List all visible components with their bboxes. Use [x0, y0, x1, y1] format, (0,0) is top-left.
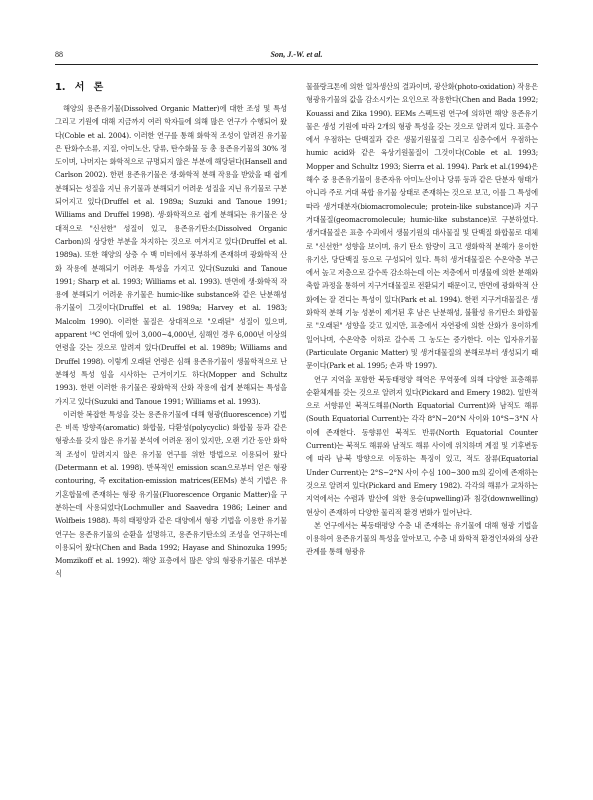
header-rule — [55, 64, 538, 65]
running-head: Son, J.-W. et al. — [270, 50, 323, 59]
right-column — [306, 80, 538, 780]
intro-paragraph-3: 연구 지역을 포함한 북동태평양 해역은 무역풍에 의해 다양한 표층해류 순환체계를 갖는 것으로 알려져 있다(Pickard and Emery 1982). 일반적으로 서향류인 북적도해류(North Equatorial Current)와 남적도 해류(South Equatorial Current)는 각각 8°N~20°N 사이와 10°S~3°N 사이에 존재한다. 동향류인 북적도 반류(North Equatorial Counter Current)는 북적도 해류와 남적도 해류 사이에 위치하며 계절 및 기후변동에 따라 남·북 방향으로 이동하는 특징이 있고, 적도 잠류(Equatorial Under Current)는 2°S~2°N 사이 수심 100~300 m의 깊이에 존재하는 것으로 알려져 있다(Pickard and Emery 1982). 각각의 해류가 교차하는 지역에서는 수렴과 발산에 의한 용승(upwelling)과 침강(downwelling) 현상이 존재하여 다양한 물리적 환경 변화가 일어난다. — [306, 374, 538, 517]
left-column — [55, 80, 287, 780]
page-header — [55, 50, 538, 64]
section-heading: 1. 서 론 — [55, 82, 104, 93]
page-number: 88 — [55, 50, 63, 59]
intro-paragraph-4: 본 연구에서는 북동태평양 수층 내 존재하는 유기물에 대해 형광 기법을 이용하여 용존유기물의 특성을 알아보고, 수층 내 화학적 환경인자와의 상관관계를 통해 형광유 — [306, 520, 538, 557]
intro-paragraph-2: 이러한 복잡한 특성을 갖는 용존유기물에 대해 형광(fluorescence) 기법은 비록 방향족(aromatic) 화합물, 다환성(polycyclic) 화합물 등과 같은 형광소를 갖지 않은 유기물 분석에 어려운 점이 있지만, 오랜 기간 동안 화학적 조성이 알려지지 않은 유기물 연구를 위한 방법으로 이용되어 왔다(Determann et al. 1998). 반복적인 emission scan으로부터 얻은 형광 contouring, 즉 excitation-emission matrices(EEMs) 분석 기법은 유기혼합물에 존재하는 형광 유기물(Fluorescence Organic Matter)을 구분하는데 사용되었다(Lochmuller and Saavedra 1986; Leiner and Wolfbeis 1988). 특히 태평양과 같은 대양에서 형광 기법을 이용한 유기물 연구는 용존유기물의 순환을 설명하고, 용존유기탄소의 조성을 연구하는데 이용되어 왔다(Chen and Bada 1992; Hayase and Shinozuka 1995; Momzikoff et al. 1992). 해양 표층에서 많은 양의 형광유기물은 대부분 식 — [55, 409, 287, 579]
intro-paragraph-1: 해양의 용존유기물(Dissolved Organic Matter)에 대한 조성 및 특성 그리고 기원에 대해 지금까지 여러 학자들에 의해 많은 연구가 수행되어 왔다(Coble et al. 2004). 이러한 연구를 통해 화학적 조성이 알려진 유기물은 탄화수소류, 지질, 아미노산, 당류, 탄수화물 등 총 용존유기물의 30% 정도이며, 나머지는 화학적으로 규명되지 않은 부분에 해당된다(Hansell and Carlson 2002). 한편 용존유기물은 생·화학적 분해 작용을 받았을 때 쉽게 분해되는 성질을 지닌 유기물과 분해되기 어려운 성질을 지닌 유기물로 구분되어지고 있다(Druffel et al. 1989a; Suzuki and Tanoue 1991; Williams and Druffel 1998). 생·화학적으로 쉽게 분해되는 유기물은 상대적으로 "신선한" 성질이 있고, 용존유기탄소(Dissolved Organic Carbon)의 상당한 부분을 차지하는 것으로 여겨지고 있다(Druffel et al. 1989a). 또한 해양의 상층 수 백 미터에서 풍부하게 존재하며 광화학적 산화 작용에 분해되기 어려운 특성을 가지고 있다(Suzuki and Tanoue 1991; Sharp et al. 1993; Williams et al. 1993). 반면에 생·화학적 작용에 분해되기 어려운 유기물은 humic-like substance와 같은 난분해성 유기물이 그것이다(Druffel et al. 1989a; Harvey et al. 1983; Malcolm 1990). 이러한 물질은 상대적으로 "오래된" 성질이 있으며, apparent ¹⁴C 연대에 있어 3,000~4,000년, 심해인 경우 6,000년 이상의 연령을 갖는 것으로 알려져 있다(Druffel et al. 1989b; Williams and Druffel 1998). 이렇게 오래된 연령은 심해 용존유기물이 생물학적으로 난분해성 특성 임을 시사하는 근거이기도 하다(Mopper and Schultz 1993). 한편 이러한 유기물은 광화학적 산화 작용에 쉽게 분해되는 특성을 가지고 있다(Suzuki and Tanoue 1991; Williams et al. 1993). — [55, 104, 287, 406]
intro-paragraph-2-continued: 물플랑크톤에 의한 일차생산의 결과이며, 광산화(photo-oxidation) 작용은 형광유기물의 값을 감소시키는 요인으로 작용한다(Chen and Bada 1992; Kouassi and Zika 1990). EEMs 스펙트럼 연구에 의하면 해양 용존유기물은 생성 기원에 따라 2개의 형광 특성을 갖는 것으로 알려져 있다. 표층수에서 우점하는 단백질과 같은 생물기원물질 그리고 심층수에서 우점하는 humic acid와 같은 육상기원물질이 그것이다(Coble et al. 1993; Mopper and Schultz 1993; Sierra et al. 1994). Park et al.(1994)은 해수 중 용존유기물이 용존자유 아미노산이나 당류 등과 같은 단분자 형태가 아니라 주로 거대 복합 유기물 상태로 존재하는 것으로 보고, 이를 그 특성에 따라 생거대분자(biomacromolecule; protein-like substance)과 지구거대물질(geomacromolecule; humic-like substance)로 구분하였다. 생거대물질은 표층 수괴에서 생물기원의 대사물질 및 단백질 화합물로 대체로 "신선한" 성향을 보이며, 유기 탄소 함량이 크고 생화학적 분해가 용이한 유기산, 당단백질 등으로 구성되어 있다. 특히 생거대물질은 수온약층 부근에서 높고 저층으로 갈수록 감소하는데 이는 저층에서 미생물에 의한 분해와 축합 과정을 통하여 지구거대물질로 전환되기 때문이고, 반면에 광화학적 산화에는 잘 견디는 특성이 있다(Park et al. 1994). 한편 지구거대물질은 생화학적 분해 기능 성분이 제거된 후 남은 난분해성, 불활성 유기탄소 화합물로 "오래된" 성향을 갖고 있지만, 표층에서 자연광에 의한 산화가 용이하게 일어나며, 수온약층 이하로 갈수록 그 농도는 증가한다. 이는 입자유기물(Particulate Organic Matter) 및 생거대물질의 분해로부터 생성되기 때문이다(Park et al. 1995; 손과 박 1997). — [306, 82, 538, 371]
